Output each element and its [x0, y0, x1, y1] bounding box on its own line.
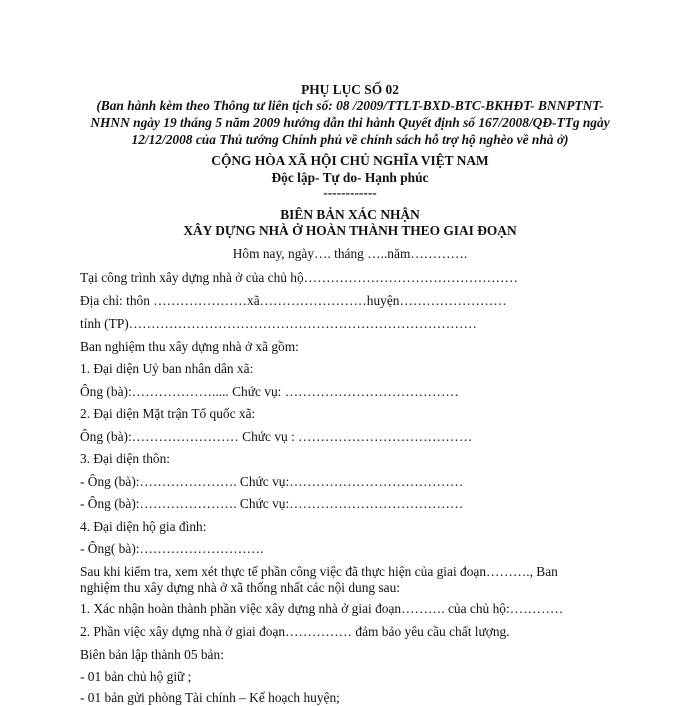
appendix-title: PHỤ LỤC SỐ 02	[301, 82, 399, 97]
document-subtitle: XÂY DỰNG NHÀ Ở HOÀN THÀNH THEO GIAI ĐOẠN	[183, 223, 517, 238]
copy-line-1: - 01 bản chủ hộ giữ ;	[80, 669, 192, 684]
issuance-note-line-2: NHNN ngày 19 tháng 5 năm 2009 hướng dẫn thi hành Quyết định số 167/2008/QĐ-TTg ngày	[90, 115, 610, 130]
inspection-line-1: Sau khi kiểm tra, xem xét thực tế phần công việc đã thực hiện của giai đoạn………., Ban	[80, 564, 558, 579]
document-title: BIÊN BẢN XÁC NHẬN	[280, 207, 420, 222]
site-line: Tại công trình xây dựng nhà ở của chủ hộ…………………………………………	[80, 270, 518, 285]
separator: ------------	[323, 185, 377, 200]
motto: Độc lập- Tự do- Hạnh phúc	[271, 170, 429, 185]
copy-line-2: - 01 bản gửi phòng Tài chính – Kế hoạch huyện;	[80, 690, 340, 705]
rep1-heading: 1. Đại diện Uỷ ban nhân dân xã:	[80, 361, 254, 376]
issuance-note-line-1: (Ban hành kèm theo Thông tư liên tịch số: 08 /2009/TTLT-BXD-BTC-BKHĐT- BNNPTNT-	[96, 98, 604, 113]
issuance-note-line-3: 12/12/2008 của Thủ tướng Chính phủ về chính sách hỗ trợ hộ nghèo về nhà ở)	[131, 132, 569, 147]
province-line: tỉnh (TP)……………………………………………………………………	[80, 316, 477, 331]
address-line: Địa chỉ: thôn …………………xã……………………huyện……………………	[80, 293, 507, 308]
confirm-line-2: 2. Phần việc xây dựng nhà ở giai đoạn…………… đảm bảo yêu cầu chất lượng.	[80, 624, 510, 639]
national-title: CỘNG HÒA XÃ HỘI CHỦ NGHĨA VIỆT NAM	[211, 153, 489, 168]
committee-line: Ban nghiệm thu xây dựng nhà ở xã gồm:	[80, 339, 299, 354]
copies-line: Biên bản lập thành 05 bản:	[80, 647, 224, 662]
rep3-heading: 3. Đại diện thôn:	[80, 451, 171, 466]
rep4-person: - Ông( bà):……………………….	[80, 541, 264, 556]
rep3-person-2: - Ông (bà):…………………. Chức vụ:…………………………………	[80, 496, 464, 511]
inspection-line-2: nghiệm thu xây dựng nhà ở xã thống nhất các nội dung sau:	[80, 580, 401, 595]
confirm-line-1: 1. Xác nhận hoàn thành phần việc xây dựng nhà ở giai đoạn………. của chủ hộ:…………	[80, 601, 564, 616]
rep1-person: Ông (bà):………………..... Chức vụ: …………………………………	[80, 384, 459, 399]
date-line: Hôm nay, ngày…. tháng …..năm………….	[232, 246, 468, 261]
rep2-person: Ông (bà):…………………… Chức vụ : …………………………………	[80, 429, 473, 444]
rep3-person-1: - Ông (bà):…………………. Chức vụ:…………………………………	[80, 474, 464, 489]
rep4-heading: 4. Đại diện hộ gia đình:	[80, 519, 207, 534]
rep2-heading: 2. Đại diện Mặt trận Tổ quốc xã:	[80, 406, 256, 421]
